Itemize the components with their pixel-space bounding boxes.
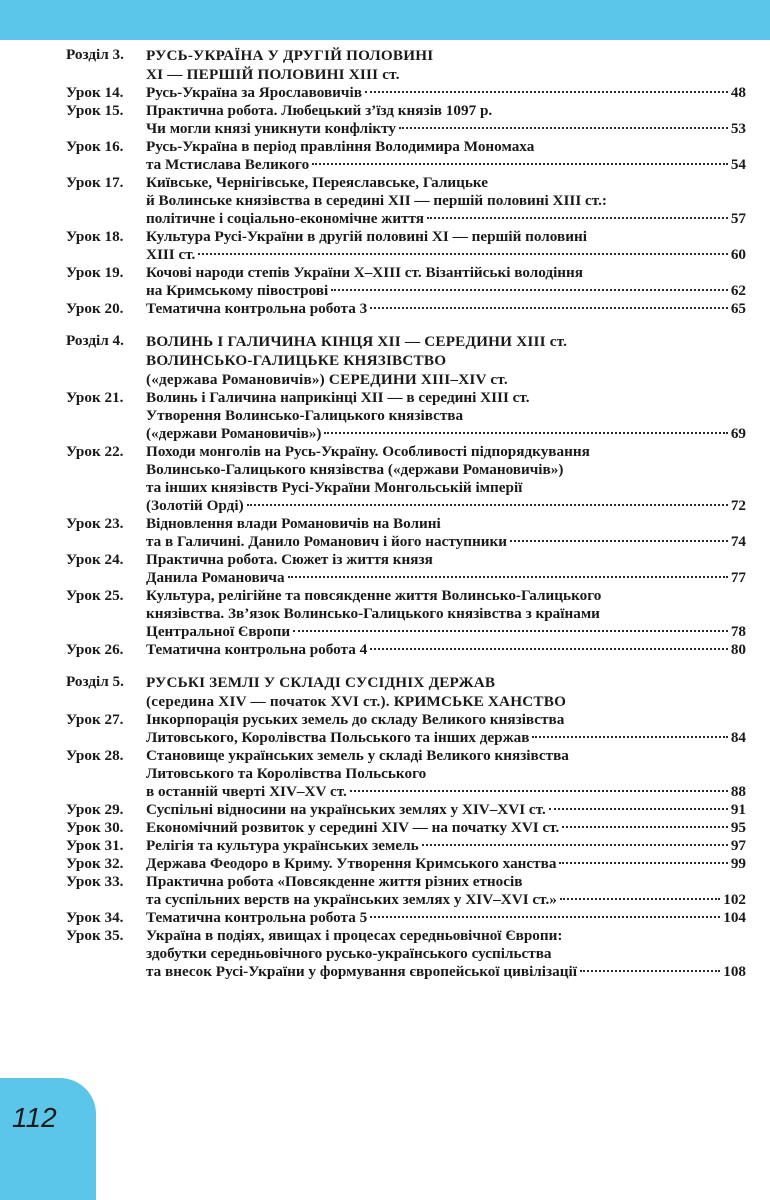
lesson-title-line: Литовського та Королівства Польського: [146, 765, 427, 782]
lesson-title-line: політичне і соціально-економічне життя: [146, 210, 425, 227]
toc-section: [66, 46, 746, 318]
lesson-title-line: Волинь і Галичина наприкінці XII — в середині XIII ст.: [146, 389, 530, 406]
section-label: Розділ 3.: [66, 46, 124, 63]
lesson-title-line: Тематична контрольна робота 3: [146, 300, 368, 317]
top-color-band: [0, 0, 770, 40]
page-ref: 95: [730, 819, 746, 836]
toc-entry[interactable]: [66, 264, 746, 300]
lesson-title-line: Суспільні відносини на українських землях у XIV–XVI ст.: [146, 801, 546, 818]
dot-leader: [247, 504, 728, 506]
lesson-title-line: та суспільних верств на українських землях у XIV–XVI ст.»: [146, 891, 557, 908]
lesson-title-line: Практична робота «Повсякденне життя різних етносів: [146, 873, 523, 890]
page-ref: 102: [723, 891, 746, 908]
section-title-line: РУСЬКІ ЗЕМЛІ У СКЛАДІ СУСІДНІХ ДЕРЖАВ: [146, 674, 496, 691]
page-ref: 54: [730, 156, 746, 173]
toc-entry[interactable]: [66, 389, 746, 443]
lesson-label: Урок 22.: [66, 443, 124, 460]
toc-entry[interactable]: [66, 174, 746, 228]
page-ref: 48: [730, 84, 746, 101]
lesson-title-line: Україна в подіях, явищах і процесах середньовічної Європи:: [146, 927, 563, 944]
toc-entry[interactable]: [66, 711, 746, 747]
lesson-title-line: Русь-Україна в період правління Володимира Мономаха: [146, 138, 535, 155]
toc-entry[interactable]: [66, 873, 746, 909]
toc-section: [66, 673, 746, 981]
lesson-title-line: Кочові народи степів України X–XIII ст. Візантійські володіння: [146, 264, 584, 281]
dot-leader: [560, 898, 720, 900]
page-ref: 91: [730, 801, 746, 818]
dot-leader: [549, 808, 728, 810]
lesson-title-line: Тематична контрольна робота 4: [146, 641, 368, 658]
lesson-label: Урок 19.: [66, 264, 124, 281]
dot-leader: [427, 217, 728, 219]
lesson-label: Урок 27.: [66, 711, 124, 728]
lesson-title-line: Практична робота. Любецький з’їзд князів 1097 р.: [146, 102, 493, 119]
lesson-label: Урок 17.: [66, 174, 124, 191]
lesson-title-line: Русь-Україна за Ярославовичів: [146, 84, 362, 101]
toc-entry[interactable]: [66, 515, 746, 551]
dot-leader: [370, 916, 720, 918]
lesson-label: Урок 26.: [66, 641, 124, 658]
lesson-title-line: та Мстислава Великого: [146, 156, 310, 173]
lesson-title-line: Чи могли князі уникнути конфлікту: [146, 120, 397, 137]
lesson-label: Урок 28.: [66, 747, 124, 764]
lesson-title-line: в останній чверті XIV–XV ст.: [146, 783, 347, 800]
lesson-label: Урок 29.: [66, 801, 124, 818]
toc-entry[interactable]: [66, 443, 746, 515]
lesson-label: Урок 25.: [66, 587, 124, 604]
lesson-title-line: Данила Романовича: [146, 569, 285, 586]
lesson-label: Урок 30.: [66, 819, 124, 836]
dot-leader: [580, 970, 720, 972]
lesson-label: Урок 34.: [66, 909, 124, 926]
lesson-title-line: Походи монголів на Русь-Україну. Особливості підпорядкування: [146, 443, 590, 460]
page-corner-tab: [0, 1078, 96, 1200]
toc-entry[interactable]: [66, 909, 746, 927]
lesson-title-line: здобутки середньовічного русько-українського суспільства: [146, 945, 552, 962]
page-ref: 99: [730, 855, 746, 872]
dot-leader: [312, 163, 728, 165]
lesson-title-line: Культура, релігійне та повсякденне життя Волинсько-Галицького: [146, 587, 602, 604]
page-ref: 97: [730, 837, 746, 854]
lesson-label: Урок 15.: [66, 102, 124, 119]
lesson-title-line: Київське, Чернігівське, Переяславське, Галицьке: [146, 174, 489, 191]
lesson-title-line: Економічний розвиток у середині XIV — на початку XVI ст.: [146, 819, 560, 836]
toc-entry[interactable]: [66, 587, 746, 641]
lesson-label: Урок 14.: [66, 84, 124, 101]
lesson-label: Урок 32.: [66, 855, 124, 872]
toc-entry[interactable]: [66, 837, 746, 855]
lesson-label: Урок 18.: [66, 228, 124, 245]
dot-leader: [532, 736, 727, 738]
dot-leader: [350, 790, 728, 792]
dot-leader: [293, 630, 728, 632]
toc-entry[interactable]: [66, 747, 746, 801]
toc-entry[interactable]: [66, 855, 746, 873]
toc-entry[interactable]: [66, 551, 746, 587]
lesson-title-line: Утворення Волинсько-Галицького князівства: [146, 407, 464, 424]
page-ref: 84: [730, 729, 746, 746]
lesson-title-line: («держави Романовичів»): [146, 425, 322, 442]
toc-entry[interactable]: [66, 102, 746, 138]
dot-leader: [399, 127, 728, 129]
toc-entry[interactable]: [66, 927, 746, 981]
lesson-title-line: Відновлення влади Романовичів на Волині: [146, 515, 441, 532]
lesson-title-line: Практична робота. Сюжет із життя князя: [146, 551, 433, 568]
dot-leader: [422, 844, 728, 846]
toc-entry[interactable]: [66, 138, 746, 174]
lesson-title-line: й Волинське князівства в середині XII — першій половині XIII ст.:: [146, 192, 607, 209]
toc-entry[interactable]: [66, 801, 746, 819]
section-heading: [66, 332, 746, 389]
lesson-title-line: Держава Феодоро в Криму. Утворення Кримського ханства: [146, 855, 557, 872]
page-ref: 77: [730, 569, 746, 586]
dot-leader: [559, 862, 727, 864]
dot-leader: [288, 576, 728, 578]
toc-section: [66, 332, 746, 659]
dot-leader: [331, 289, 728, 291]
lesson-title-line: (Золотій Орді): [146, 497, 244, 514]
table-of-contents: [66, 46, 746, 995]
lesson-title-line: Тематична контрольна робота 5: [146, 909, 368, 926]
lesson-title-line: Литовського, Королівства Польського та інших держав: [146, 729, 530, 746]
toc-entry[interactable]: [66, 84, 746, 102]
lesson-label: Урок 35.: [66, 927, 124, 944]
dot-leader: [562, 826, 727, 828]
dot-leader: [510, 540, 728, 542]
lesson-label: Урок 20.: [66, 300, 124, 317]
lesson-title-line: князівства. Зв’язок Волинсько-Галицького князівства з країнами: [146, 605, 600, 622]
toc-entry[interactable]: [66, 228, 746, 264]
section-title-line: РУСЬ-УКРАЇНА У ДРУГІЙ ПОЛОВИНІ: [146, 47, 434, 64]
lesson-label: Урок 33.: [66, 873, 124, 890]
dot-leader: [370, 648, 728, 650]
page-ref: 74: [730, 533, 746, 550]
lesson-title-line: Центральної Європи: [146, 623, 291, 640]
section-label: Розділ 4.: [66, 332, 124, 349]
lesson-title-line: та інших князівств Русі-України Монгольській імперії: [146, 479, 523, 496]
dot-leader: [370, 307, 728, 309]
toc-entry[interactable]: [66, 641, 746, 659]
lesson-title-line: Інкорпорація руських земель до складу Великого князівства: [146, 711, 565, 728]
lesson-label: Урок 31.: [66, 837, 124, 854]
page-ref: 60: [730, 246, 746, 263]
toc-entry[interactable]: [66, 300, 746, 318]
toc-entry[interactable]: [66, 819, 746, 837]
section-title-line: («держава Романовичів») СЕРЕДИНИ XIII–XIV ст.: [146, 371, 508, 388]
lesson-label: Урок 16.: [66, 138, 124, 155]
lesson-title-line: Волинсько-Галицького князівства («держави Романовичів»): [146, 461, 564, 478]
section-title-line: XI — ПЕРШІЙ ПОЛОВИНІ XIII ст.: [146, 66, 400, 83]
section-title-line: ВОЛИНСЬКО-ГАЛИЦЬКЕ КНЯЗІВСТВО: [146, 352, 447, 369]
section-title-line: (середина XIV — початок XVI ст.). КРИМСЬКЕ ХАНСТВО: [146, 693, 567, 710]
lesson-title-line: XIII ст.: [146, 246, 196, 263]
page-ref: 62: [730, 282, 746, 299]
dot-leader: [324, 432, 727, 434]
lesson-title-line: та в Галичині. Данило Романович і його наступники: [146, 533, 507, 550]
lesson-title-line: Культура Русі-України в другій половині XI — першій половині: [146, 228, 587, 245]
section-heading: [66, 673, 746, 711]
page-ref: 104: [723, 909, 746, 926]
section-heading: [66, 46, 746, 84]
page-ref: 108: [723, 963, 746, 980]
lesson-label: Урок 24.: [66, 551, 124, 568]
page-ref: 72: [730, 497, 746, 514]
page-ref: 80: [730, 641, 746, 658]
dot-leader: [365, 91, 728, 93]
page-number: 112: [12, 1102, 57, 1133]
section-title-line: ВОЛИНЬ І ГАЛИЧИНА КІНЦЯ XII — СЕРЕДИНИ XIII ст.: [146, 333, 568, 350]
lesson-title-line: Становище українських земель у складі Великого князівства: [146, 747, 569, 764]
lesson-title-line: Релігія та культура українських земель: [146, 837, 419, 854]
lesson-label: Урок 21.: [66, 389, 124, 406]
lesson-title-line: на Кримському півострові: [146, 282, 329, 299]
page-ref: 78: [730, 623, 746, 640]
page-ref: 69: [730, 425, 746, 442]
section-label: Розділ 5.: [66, 673, 124, 690]
lesson-label: Урок 23.: [66, 515, 124, 532]
page-ref: 65: [730, 300, 746, 317]
lesson-title-line: та внесок Русі-України у формування європейської цивілізації: [146, 963, 577, 980]
page-ref: 88: [730, 783, 746, 800]
page-ref: 53: [730, 120, 746, 137]
page-ref: 57: [730, 210, 746, 227]
dot-leader: [198, 253, 727, 255]
